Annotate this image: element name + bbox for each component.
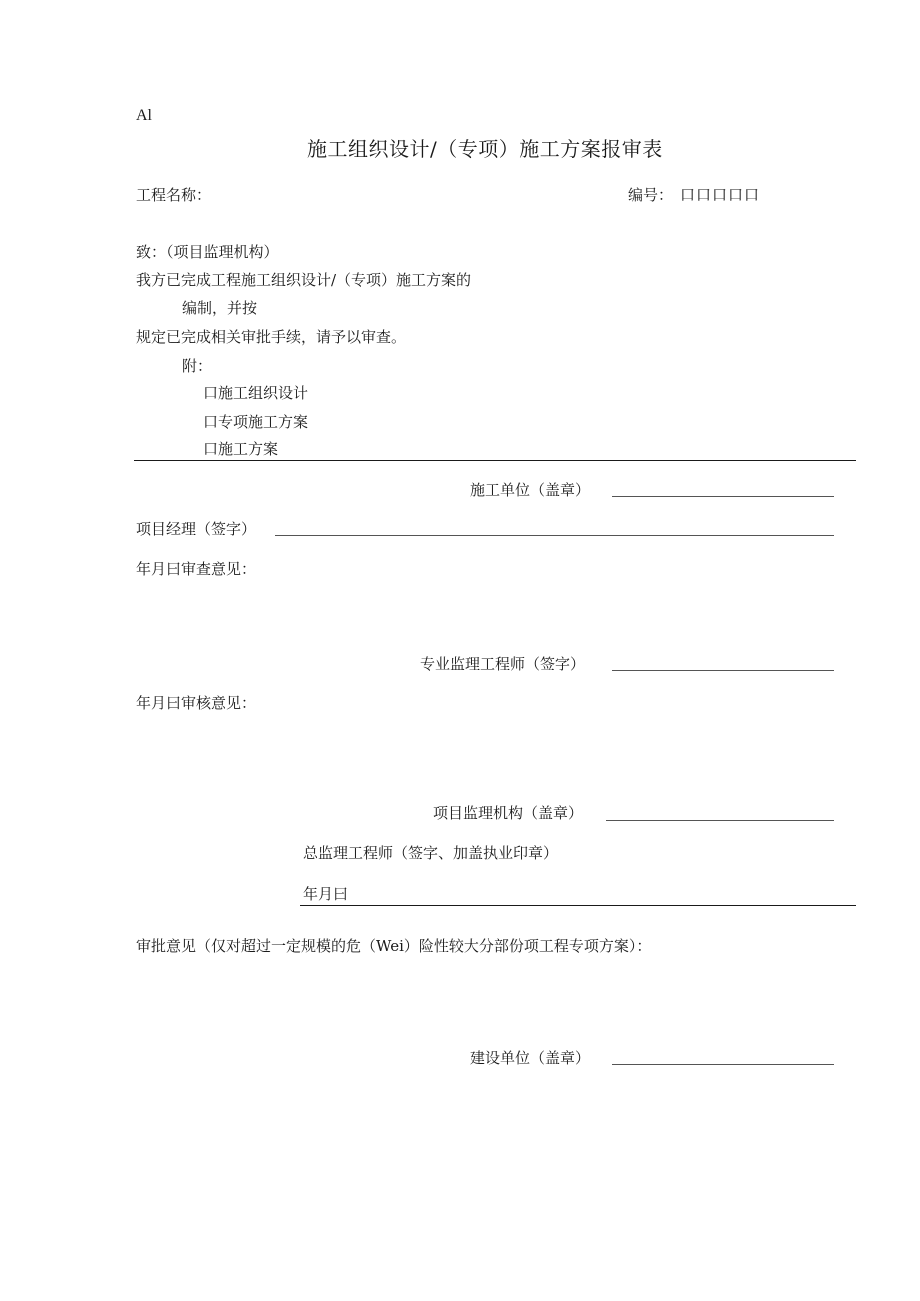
contractor-seal-label: 施工单位（盖章） xyxy=(470,481,591,499)
body-line-1: 我方已完成工程施工组织设计/（专项）施工方案的 xyxy=(136,271,472,289)
supervision-seal-label: 项目监理机构（盖章） xyxy=(433,804,584,822)
body-line-3: 规定已完成相关审批手续，请予以审查。 xyxy=(136,328,407,346)
form-code: Al xyxy=(136,107,152,124)
specialist-engineer-label: 专业监理工程师（签字） xyxy=(420,655,586,673)
chief-engineer-label: 总监理工程师（签字、加盖执业印章） xyxy=(303,844,559,862)
project-name-label: 工程名称： xyxy=(136,186,212,204)
number-label: 编号： xyxy=(628,186,674,204)
attachment-option[interactable]: 口施工组织设计 xyxy=(203,384,309,402)
owner-seal-label: 建设单位（盖章） xyxy=(470,1049,591,1067)
owner-seal-line[interactable] xyxy=(612,1064,834,1065)
approval-opinion-label: 审批意见（仅对超过一定规模的危（Wei）险性较大分部份项工程专项方案）： xyxy=(136,937,652,955)
contractor-seal-line[interactable] xyxy=(612,496,834,497)
specialist-engineer-signature-line[interactable] xyxy=(612,670,834,671)
attachments-label: 附： xyxy=(182,357,213,375)
supervision-seal-line[interactable] xyxy=(606,820,834,821)
number-value: 口口口口口 xyxy=(680,186,761,204)
body-line-2: 编制，并按 xyxy=(182,299,258,317)
section-divider xyxy=(134,460,856,461)
section-divider xyxy=(300,905,856,906)
attachment-option[interactable]: 口专项施工方案 xyxy=(203,413,309,431)
addressee-line: 致：（项目监理机构） xyxy=(136,243,279,261)
review-opinion-label: 年月曰审查意见： xyxy=(136,560,257,578)
page-title: 施工组织设计/（专项）施工方案报审表 xyxy=(307,137,663,161)
project-manager-label: 项目经理（签字） xyxy=(136,520,257,538)
project-manager-signature-line[interactable] xyxy=(275,535,834,536)
date-label: 年月曰 xyxy=(303,885,349,903)
audit-opinion-label: 年月曰审核意见： xyxy=(136,694,257,712)
attachment-option[interactable]: 口施工方案 xyxy=(203,440,279,458)
